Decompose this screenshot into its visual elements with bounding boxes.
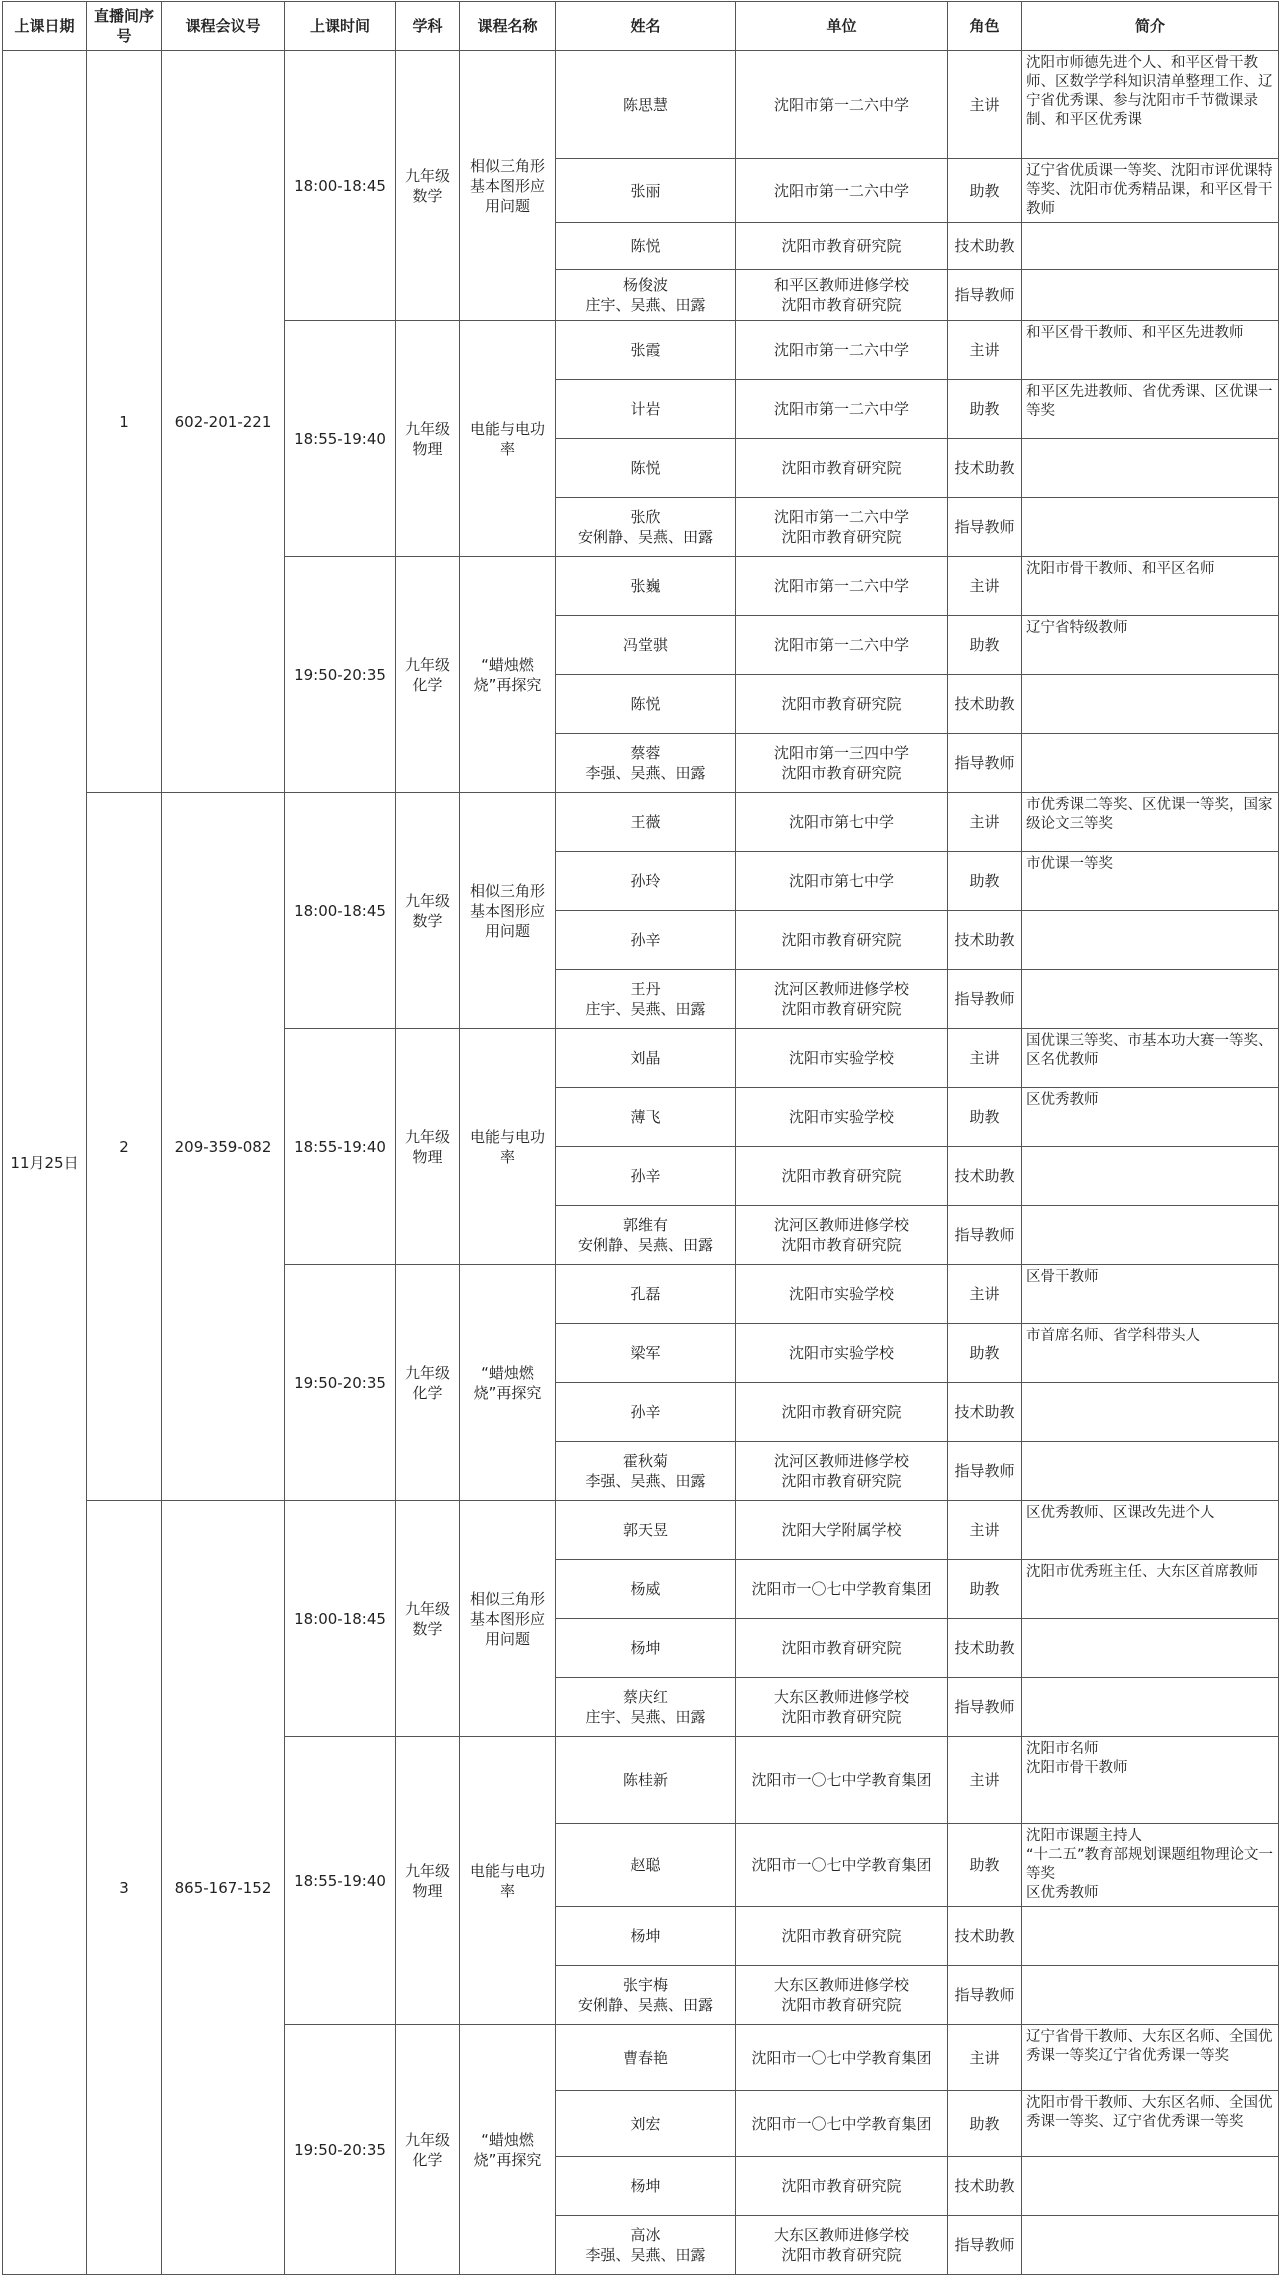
intro-cell	[1022, 439, 1279, 498]
teacher-name-cell: 郭天昱	[556, 1501, 736, 1560]
time-cell: 19:50-20:35	[285, 2025, 396, 2275]
intro-cell	[1022, 1678, 1279, 1737]
unit-cell: 沈河区教师进修学校 沈阳市教育研究院	[736, 970, 948, 1029]
teacher-name-cell: 薄飞	[556, 1088, 736, 1147]
teacher-name-cell: 陈桂新	[556, 1737, 736, 1824]
unit-cell: 沈阳市教育研究院	[736, 1147, 948, 1206]
unit-cell: 沈河区教师进修学校 沈阳市教育研究院	[736, 1206, 948, 1265]
role-cell: 助教	[948, 1324, 1022, 1383]
table-row	[3, 51, 1279, 159]
role-cell: 主讲	[948, 321, 1022, 380]
time-cell: 18:55-19:40	[285, 321, 396, 557]
intro-cell	[1022, 970, 1279, 1029]
teacher-name-cell: 杨威	[556, 1560, 736, 1619]
teacher-name-cell: 王丹 庄宇、吴燕、田露	[556, 970, 736, 1029]
unit-cell: 沈阳市教育研究院	[736, 439, 948, 498]
intro-cell	[1022, 675, 1279, 734]
header-time: 上课时间	[285, 2, 396, 51]
intro-cell	[1022, 911, 1279, 970]
teacher-name-cell: 冯堂骐	[556, 616, 736, 675]
course-name-cell: 相似三角形基本图形应用问题	[460, 51, 556, 321]
intro-cell	[1022, 1966, 1279, 2025]
teacher-name-cell: 赵聪	[556, 1824, 736, 1907]
intro-cell	[1022, 1442, 1279, 1501]
role-cell: 主讲	[948, 1501, 1022, 1560]
unit-cell: 沈阳市教育研究院	[736, 223, 948, 270]
teacher-name-cell: 孙辛	[556, 1383, 736, 1442]
teacher-name-cell: 刘宏	[556, 2091, 736, 2157]
intro-cell: 沈阳市课题主持人 “十二五”教育部规划课题组物理论文一等奖 区优秀教师	[1022, 1824, 1279, 1907]
intro-cell: 沈阳市优秀班主任、大东区首席教师	[1022, 1560, 1279, 1619]
unit-cell: 沈阳市第一二六中学 沈阳市教育研究院	[736, 498, 948, 557]
unit-cell: 大东区教师进修学校 沈阳市教育研究院	[736, 1966, 948, 2025]
teacher-name-cell: 孙玲	[556, 852, 736, 911]
intro-cell: 市首席名师、省学科带头人	[1022, 1324, 1279, 1383]
role-cell: 指导教师	[948, 270, 1022, 321]
unit-cell: 沈阳市第一二六中学	[736, 557, 948, 616]
teacher-name-cell: 张霞	[556, 321, 736, 380]
role-cell: 指导教师	[948, 1966, 1022, 2025]
time-cell: 18:55-19:40	[285, 1029, 396, 1265]
intro-cell: 市优课一等奖	[1022, 852, 1279, 911]
teacher-name-cell: 陈悦	[556, 439, 736, 498]
meeting-id-cell: 209-359-082	[162, 793, 285, 1501]
header-unit: 单位	[736, 2, 948, 51]
teacher-name-cell: 王薇	[556, 793, 736, 852]
course-name-cell: 电能与电功率	[460, 321, 556, 557]
unit-cell: 沈阳市教育研究院	[736, 2157, 948, 2216]
header-date: 上课日期	[3, 2, 87, 51]
unit-cell: 沈阳市一〇七中学教育集团	[736, 2091, 948, 2157]
role-cell: 技术助教	[948, 1147, 1022, 1206]
unit-cell: 沈阳市第一三四中学 沈阳市教育研究院	[736, 734, 948, 793]
intro-cell: 区骨干教师	[1022, 1265, 1279, 1324]
intro-cell	[1022, 1619, 1279, 1678]
role-cell: 技术助教	[948, 2157, 1022, 2216]
role-cell: 技术助教	[948, 1383, 1022, 1442]
role-cell: 助教	[948, 852, 1022, 911]
unit-cell: 沈阳市教育研究院	[736, 1619, 948, 1678]
teacher-name-cell: 陈悦	[556, 675, 736, 734]
unit-cell: 沈阳市一〇七中学教育集团	[736, 2025, 948, 2091]
teacher-name-cell: 刘晶	[556, 1029, 736, 1088]
intro-cell	[1022, 1206, 1279, 1265]
role-cell: 主讲	[948, 793, 1022, 852]
role-cell: 助教	[948, 1824, 1022, 1907]
date-cell: 11月25日	[3, 51, 87, 2275]
intro-cell	[1022, 2216, 1279, 2275]
intro-cell: 辽宁省特级教师	[1022, 616, 1279, 675]
role-cell: 指导教师	[948, 734, 1022, 793]
header-course: 课程名称	[460, 2, 556, 51]
time-cell: 19:50-20:35	[285, 557, 396, 793]
unit-cell: 沈阳市第一二六中学	[736, 616, 948, 675]
intro-cell: 和平区先进教师、省优秀课、区优课一等奖	[1022, 380, 1279, 439]
course-name-cell: 相似三角形基本图形应用问题	[460, 793, 556, 1029]
unit-cell: 沈阳市实验学校	[736, 1265, 948, 1324]
teacher-name-cell: 张宇梅 安俐静、吴燕、田露	[556, 1966, 736, 2025]
course-name-cell: 电能与电功率	[460, 1029, 556, 1265]
role-cell: 主讲	[948, 1265, 1022, 1324]
subject-cell: 九年级数学	[396, 51, 460, 321]
unit-cell: 沈阳市教育研究院	[736, 675, 948, 734]
header-subject: 学科	[396, 2, 460, 51]
teacher-name-cell: 杨坤	[556, 1619, 736, 1678]
course-name-cell: 相似三角形基本图形应用问题	[460, 1501, 556, 1737]
unit-cell: 大东区教师进修学校 沈阳市教育研究院	[736, 1678, 948, 1737]
subject-cell: 九年级物理	[396, 321, 460, 557]
teacher-name-cell: 霍秋菊 李强、吴燕、田露	[556, 1442, 736, 1501]
teacher-name-cell: 梁军	[556, 1324, 736, 1383]
subject-cell: 九年级数学	[396, 1501, 460, 1737]
unit-cell: 沈阳大学附属学校	[736, 1501, 948, 1560]
unit-cell: 沈阳市第一二六中学	[736, 321, 948, 380]
intro-cell	[1022, 1907, 1279, 1966]
subject-cell: 九年级化学	[396, 1265, 460, 1501]
intro-cell	[1022, 270, 1279, 321]
teacher-name-cell: 蔡蓉 李强、吴燕、田露	[556, 734, 736, 793]
intro-cell	[1022, 1147, 1279, 1206]
unit-cell: 大东区教师进修学校 沈阳市教育研究院	[736, 2216, 948, 2275]
subject-cell: 九年级物理	[396, 1029, 460, 1265]
subject-cell: 九年级物理	[396, 1737, 460, 2025]
unit-cell: 沈阳市教育研究院	[736, 1907, 948, 1966]
unit-cell: 沈阳市第一二六中学	[736, 51, 948, 159]
teacher-name-cell: 陈悦	[556, 223, 736, 270]
intro-cell: 和平区骨干教师、和平区先进教师	[1022, 321, 1279, 380]
time-cell: 18:55-19:40	[285, 1737, 396, 2025]
intro-cell: 辽宁省骨干教师、大东区名师、全国优秀课一等奖辽宁省优秀课一等奖	[1022, 2025, 1279, 2091]
intro-cell: 区优秀教师	[1022, 1088, 1279, 1147]
role-cell: 指导教师	[948, 1678, 1022, 1737]
intro-cell: 国优课三等奖、市基本功大赛一等奖、区名优教师	[1022, 1029, 1279, 1088]
role-cell: 指导教师	[948, 498, 1022, 557]
role-cell: 指导教师	[948, 2216, 1022, 2275]
schedule-table	[2, 1, 1279, 2275]
unit-cell: 沈阳市教育研究院	[736, 911, 948, 970]
role-cell: 助教	[948, 1560, 1022, 1619]
header-meeting: 课程会议号	[162, 2, 285, 51]
teacher-name-cell: 张丽	[556, 159, 736, 223]
subject-cell: 九年级化学	[396, 2025, 460, 2275]
course-name-cell: “蜡烛燃烧”再探究	[460, 2025, 556, 2275]
subject-cell: 九年级数学	[396, 793, 460, 1029]
role-cell: 技术助教	[948, 223, 1022, 270]
teacher-name-cell: 陈思慧	[556, 51, 736, 159]
unit-cell: 沈阳市第一二六中学	[736, 159, 948, 223]
teacher-name-cell: 杨坤	[556, 1907, 736, 1966]
table-row	[3, 1501, 1279, 1560]
teacher-name-cell: 孙辛	[556, 1147, 736, 1206]
role-cell: 助教	[948, 1088, 1022, 1147]
teacher-name-cell: 张欣 安俐静、吴燕、田露	[556, 498, 736, 557]
unit-cell: 沈阳市实验学校	[736, 1029, 948, 1088]
role-cell: 指导教师	[948, 1206, 1022, 1265]
role-cell: 技术助教	[948, 1619, 1022, 1678]
role-cell: 助教	[948, 2091, 1022, 2157]
role-cell: 主讲	[948, 1029, 1022, 1088]
intro-cell	[1022, 734, 1279, 793]
role-cell: 指导教师	[948, 1442, 1022, 1501]
teacher-name-cell: 蔡庆红 庄宇、吴燕、田露	[556, 1678, 736, 1737]
unit-cell: 沈河区教师进修学校 沈阳市教育研究院	[736, 1442, 948, 1501]
course-name-cell: “蜡烛燃烧”再探究	[460, 557, 556, 793]
role-cell: 技术助教	[948, 1907, 1022, 1966]
meeting-id-cell: 602-201-221	[162, 51, 285, 793]
table-body	[3, 51, 1279, 2275]
role-cell: 指导教师	[948, 970, 1022, 1029]
teacher-name-cell: 曹春艳	[556, 2025, 736, 2091]
header-intro: 简介	[1022, 2, 1279, 51]
teacher-name-cell: 杨坤	[556, 2157, 736, 2216]
role-cell: 主讲	[948, 557, 1022, 616]
table-row	[3, 793, 1279, 852]
unit-cell: 沈阳市一〇七中学教育集团	[736, 1560, 948, 1619]
header-row	[3, 2, 1279, 51]
intro-cell	[1022, 223, 1279, 270]
teacher-name-cell: 张巍	[556, 557, 736, 616]
unit-cell: 沈阳市实验学校	[736, 1088, 948, 1147]
intro-cell: 沈阳市名师 沈阳市骨干教师	[1022, 1737, 1279, 1824]
subject-cell: 九年级化学	[396, 557, 460, 793]
role-cell: 助教	[948, 380, 1022, 439]
meeting-id-cell: 865-167-152	[162, 1501, 285, 2275]
unit-cell: 和平区教师进修学校 沈阳市教育研究院	[736, 270, 948, 321]
room-number-cell: 2	[87, 793, 162, 1501]
intro-cell: 沈阳市骨干教师、大东区名师、全国优秀课一等奖、辽宁省优秀课一等奖	[1022, 2091, 1279, 2157]
role-cell: 技术助教	[948, 439, 1022, 498]
unit-cell: 沈阳市教育研究院	[736, 1383, 948, 1442]
teacher-name-cell: 计岩	[556, 380, 736, 439]
teacher-name-cell: 郭维有 安俐静、吴燕、田露	[556, 1206, 736, 1265]
intro-cell: 市优秀课二等奖、区优课一等奖，国家级论文三等奖	[1022, 793, 1279, 852]
time-cell: 18:00-18:45	[285, 793, 396, 1029]
role-cell: 主讲	[948, 51, 1022, 159]
intro-cell: 沈阳市师德先进个人、和平区骨干教师、区数学学科知识清单整理工作、辽宁省优秀课、参与沈阳市千节微课录制、和平区优秀课	[1022, 51, 1279, 159]
role-cell: 助教	[948, 616, 1022, 675]
room-number-cell: 1	[87, 51, 162, 793]
course-name-cell: 电能与电功率	[460, 1737, 556, 2025]
unit-cell: 沈阳市一〇七中学教育集团	[736, 1824, 948, 1907]
room-number-cell: 3	[87, 1501, 162, 2275]
teacher-name-cell: 孔磊	[556, 1265, 736, 1324]
unit-cell: 沈阳市第七中学	[736, 852, 948, 911]
teacher-name-cell: 杨俊波 庄宇、吴燕、田露	[556, 270, 736, 321]
header-room: 直播间序号	[87, 2, 162, 51]
time-cell: 18:00-18:45	[285, 51, 396, 321]
role-cell: 主讲	[948, 2025, 1022, 2091]
intro-cell	[1022, 498, 1279, 557]
unit-cell: 沈阳市第七中学	[736, 793, 948, 852]
unit-cell: 沈阳市一〇七中学教育集团	[736, 1737, 948, 1824]
role-cell: 技术助教	[948, 675, 1022, 734]
role-cell: 主讲	[948, 1737, 1022, 1824]
teacher-name-cell: 孙辛	[556, 911, 736, 970]
intro-cell: 区优秀教师、区课改先进个人	[1022, 1501, 1279, 1560]
intro-cell: 沈阳市骨干教师、和平区名师	[1022, 557, 1279, 616]
header-name: 姓名	[556, 2, 736, 51]
intro-cell: 辽宁省优质课一等奖、沈阳市评优课特等奖、沈阳市优秀精品课，和平区骨干教师	[1022, 159, 1279, 223]
course-name-cell: “蜡烛燃烧”再探究	[460, 1265, 556, 1501]
teacher-name-cell: 高冰 李强、吴燕、田露	[556, 2216, 736, 2275]
intro-cell	[1022, 2157, 1279, 2216]
time-cell: 18:00-18:45	[285, 1501, 396, 1737]
role-cell: 技术助教	[948, 911, 1022, 970]
unit-cell: 沈阳市第一二六中学	[736, 380, 948, 439]
header-role: 角色	[948, 2, 1022, 51]
unit-cell: 沈阳市实验学校	[736, 1324, 948, 1383]
role-cell: 助教	[948, 159, 1022, 223]
time-cell: 19:50-20:35	[285, 1265, 396, 1501]
intro-cell	[1022, 1383, 1279, 1442]
